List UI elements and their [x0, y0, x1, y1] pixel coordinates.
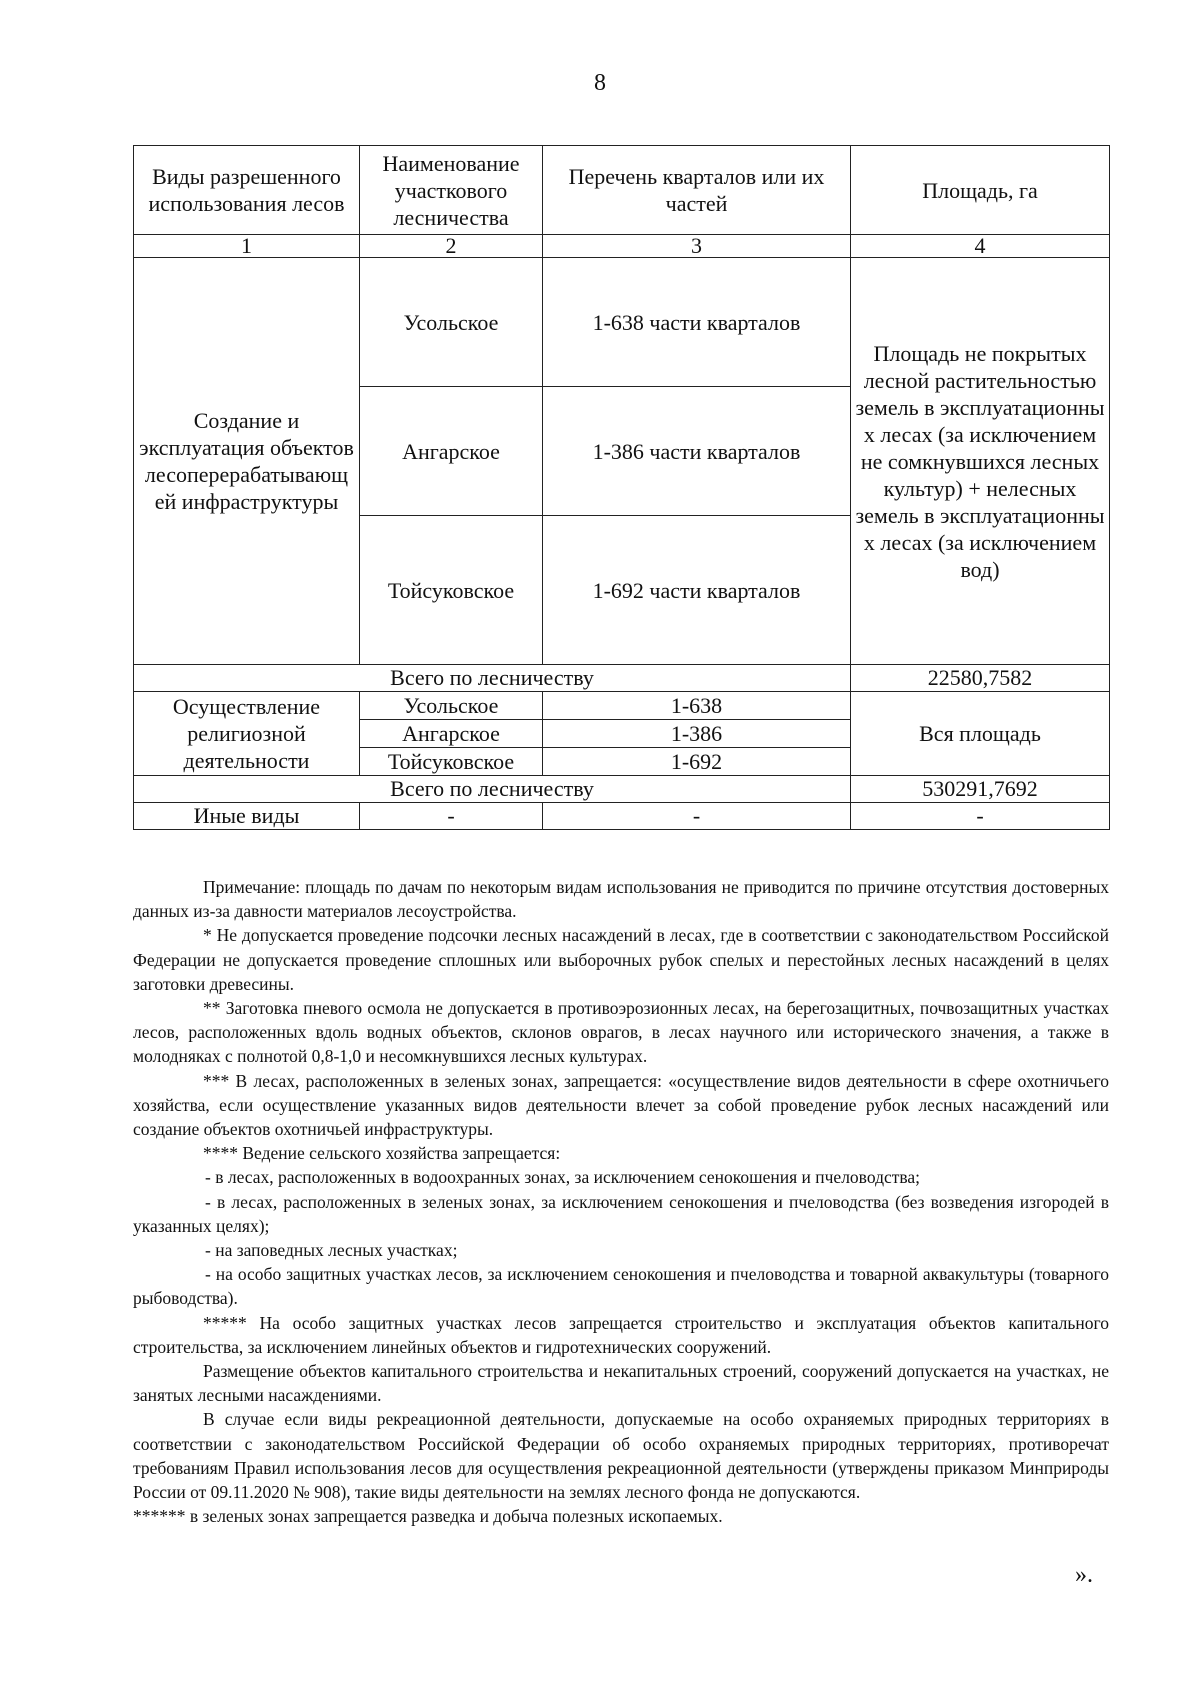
page-number: 8: [594, 70, 606, 96]
note-list-item: - на особо защитных участках лесов, за исключением сенокошения и пчеловодства и товарной аквакультуры (товарного рыбоводства).: [133, 1264, 1109, 1309]
note-paragraph: ***** На особо защитных участках лесов запрещается строительство и эксплуатация объектов капитального строительства, за исключением линейных объектов и гидротехнических сооружений.: [133, 1312, 1109, 1357]
note-paragraph: **** Ведение сельского хозяйства запрещается:: [203, 1143, 561, 1164]
forestry-cell: Усольское: [360, 692, 543, 720]
use-type-cell: Осуществление религиозной деятельности: [134, 692, 360, 776]
total-value: 22580,7582: [851, 665, 1110, 692]
note-paragraph: Размещение объектов капитального строительства и некапитальных строений, сооружений допускается на участках, не занятых лесными насаждениями.: [133, 1361, 1109, 1406]
forestry-cell: Тойсуковское: [360, 748, 543, 776]
forestry-cell: -: [360, 803, 543, 830]
forestry-cell: Тойсуковское: [360, 516, 543, 665]
forestry-cell: Ангарское: [360, 720, 543, 748]
column-number: 3: [543, 235, 851, 258]
table-row: [134, 803, 1110, 830]
note-paragraph: ****** в зеленых зонах запрещается разведка и добыча полезных ископаемых.: [133, 1506, 723, 1527]
quarters-cell: 1-386: [543, 720, 851, 748]
total-label: Всего по лесничеству: [134, 665, 851, 692]
closing-quote: ».: [1075, 1562, 1093, 1588]
table-header-row: [134, 146, 1110, 235]
header-quarters: Перечень кварталов или их частей: [543, 146, 851, 235]
note-list-item: - в лесах, расположенных в зеленых зонах, за исключением сенокошения и пчеловодства (без возведения изгородей в указанных целях);: [133, 1191, 1109, 1236]
area-cell: Вся площадь: [851, 692, 1110, 776]
notes-section: [133, 875, 1109, 1528]
quarters-cell: 1-386 части кварталов: [543, 387, 851, 516]
forestry-cell: Ангарское: [360, 387, 543, 516]
note-paragraph: В случае если виды рекреационной деятельности, допускаемые на особо охраняемых природных территориях в соответствии с законодательством Российской Федерации об особо охраняемых природных территориях, противоречат требованиям Правил использования лесов для осуществления рекреационной деятельности (утверждены приказом Минприроды России от 09.11.2020 № 908), такие виды деятельности на землях лесного фонда не допускаются.: [133, 1409, 1109, 1503]
column-number: 1: [134, 235, 360, 258]
total-value: 530291,7692: [851, 776, 1110, 803]
note-paragraph: ** Заготовка пневого осмола не допускается в противоэрозионных лесах, на берегозащитных, почвозащитных участках лесов, расположенных вдоль водных объектов, склонов оврагов, в лесах научного или исторического значения, а также в молодняках с полнотой 0,8-1,0 и несомкнувшихся лесных культурах.: [133, 998, 1109, 1067]
forestry-cell: Усольское: [360, 258, 543, 387]
total-row: [134, 776, 1110, 803]
forest-use-table: [133, 145, 1110, 830]
table-row: [134, 692, 1110, 720]
use-type-cell: Иные виды: [134, 803, 360, 830]
quarters-cell: 1-638 части кварталов: [543, 258, 851, 387]
note-list-item: - на заповедных лесных участках;: [205, 1240, 458, 1261]
quarters-cell: 1-692: [543, 748, 851, 776]
header-use-types: Виды разрешенного использования лесов: [134, 146, 360, 235]
table-row: [134, 258, 1110, 387]
column-number-row: [134, 235, 1110, 258]
total-row: [134, 665, 1110, 692]
total-label: Всего по лесничеству: [134, 776, 851, 803]
header-area: Площадь, га: [851, 146, 1110, 235]
note-paragraph: *** В лесах, расположенных в зеленых зонах, запрещается: «осуществление видов деятельности в сфере охотничьего хозяйства, если осуществление указанных видов деятельности влечет за собой проведение рубок лесных насаждений или создание объектов охотничьей инфраструктуры.: [133, 1070, 1109, 1140]
area-cell: -: [851, 803, 1110, 830]
column-number: 2: [360, 235, 543, 258]
quarters-cell: 1-638: [543, 692, 851, 720]
note-paragraph: Примечание: площадь по дачам по некоторым видам использования не приводится по причине отсутствия достоверных данных из-за давности материалов лесоустройства.: [133, 877, 1109, 922]
quarters-cell: -: [543, 803, 851, 830]
header-forestry: Наименование участкового лесничества: [360, 146, 543, 235]
note-paragraph: * Не допускается проведение подсочки лесных насаждений в лесах, где в соответствии с законодательством Российской Федерации не допускается проведение сплошных или выборочных рубок спелых и перестойных лесных насаждений в целях заготовки древесины.: [133, 925, 1109, 994]
quarters-cell: 1-692 части кварталов: [543, 516, 851, 665]
column-number: 4: [851, 235, 1110, 258]
note-list-item: - в лесах, расположенных в водоохранных зонах, за исключением сенокошения и пчеловодства;: [205, 1167, 921, 1188]
use-type-cell: Создание и эксплуатация объектов лесоперерабатывающ ей инфраструктуры: [134, 258, 360, 665]
area-cell: Площадь не покрытых лесной растительностью земель в эксплуатационны х лесах (за исключением не сомкнувшихся лесных культур) + нелесных земель в эксплуатационны х лесах (за исключением вод): [851, 258, 1110, 665]
